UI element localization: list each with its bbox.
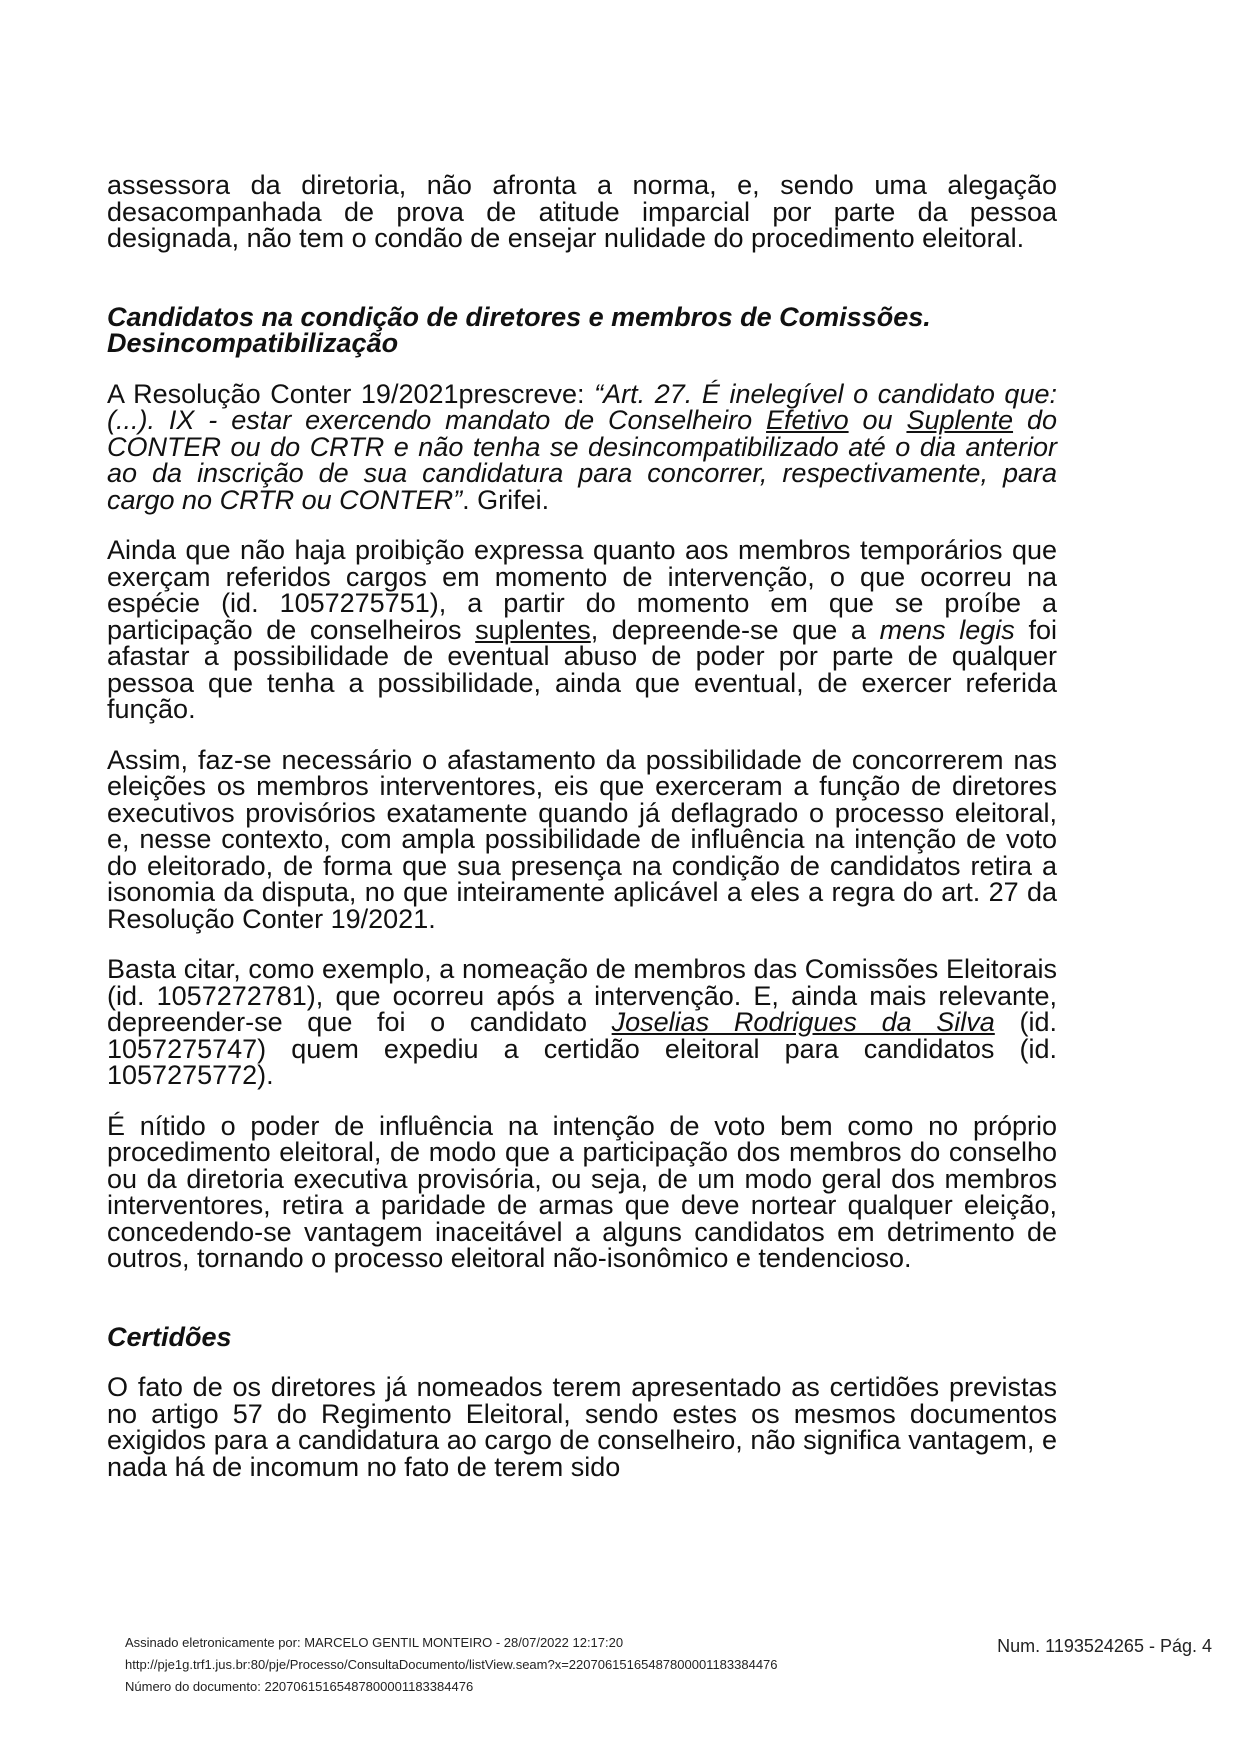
paragraph-exemplo [107, 956, 1057, 1089]
underlined-suplente: Suplente [906, 405, 1014, 435]
resolucao-tail: . Grifei. [462, 484, 550, 515]
p4-part-a: Basta citar, como exemplo, a nomeação de membros das Comissões Eleitorais (id. 1057272781), que ocorreu após a intervenção. E, ainda mais relevante, depreender-se que foi o candidato [107, 954, 1057, 1037]
page-reference: Num. 1193524265 - Pág. 4 [997, 1636, 1212, 1656]
paragraph-resolucao [107, 378, 1057, 515]
underlined-suplentes: suplentes [475, 614, 591, 645]
paragraph-membros-temporarios [107, 537, 1057, 723]
resolucao-lead: A Resolução Conter 19/2021prescreve: [107, 378, 595, 409]
document-number: Número do documento: 22070615165487800001183384476 [125, 1679, 474, 1694]
paragraph-influencia: É nítido o poder de influência na intenção de voto bem como no próprio procedimento eleitoral, de modo que a participação dos membros do conselho ou da diretoria executiva provisória, ou seja, de um modo geral dos membros interventores, retira a paridade de armas que deve nortear qualquer eleição, concedendo-se vantagem inaceitável a alguns candidatos em detrimento de outros, tornando o processo eleitoral não-isonômico e tendencioso. [107, 1110, 1057, 1273]
quote-part-a: “Art. 27. É inelegível o candidato que: (...). IX - estar exercendo mandato de Conselheiro [107, 378, 1057, 435]
intro-paragraph: assessora da diretoria, não afronta a norma, e, sendo uma alegação desacompanhada de prova de atitude imparcial por parte da pessoa designada, não tem o condão de ensejar nulidade do procedimento eleitoral. [107, 170, 1057, 253]
paragraph-certidoes: O fato de os diretores já nomeados terem apresentado as certidões previstas no artigo 57 do Regimento Eleitoral, sendo estes os mesmos documentos exigidos para a candidatura ao cargo de conselheiro, não significa vantagem, e nada há de incomum no fato de terem sido [107, 1372, 1057, 1482]
underlined-efetivo: Efetivo [766, 405, 849, 435]
paragraph-afastamento: Assim, faz-se necessário o afastamento da possibilidade de concorrerem nas eleições os membros interventores, eis que exerceram a função de diretores executivos provisórios exatamente quando já deflagrado o processo eleitoral, e, nesse contexto, com ampla possibilidade de influência na intenção de voto do eleitorado, de forma que sua presença na condição de candidatos retira a isonomia da disputa, no que inteiramente aplicável a eles a regra do art. 27 da Resolução Conter 19/2021. [107, 744, 1057, 934]
quote-part-b: ou [848, 405, 907, 435]
mens-legis: mens legis [879, 614, 1015, 645]
section-heading-certidoes: Certidões [107, 1321, 232, 1352]
document-body [107, 172, 1057, 1480]
p2-part-b: , depreende-se que a [590, 614, 880, 645]
candidate-name: Joselias Rodrigues da Silva [611, 1007, 995, 1037]
quote-part-c: do CONTER ou do CRTR e não tenha se desincompatibilizado até o dia anterior ao da inscrição de sua candidatura para concorrer, respectivamente, para cargo no CRTR ou CONTER” [107, 405, 1057, 515]
signature-footer [125, 1632, 778, 1698]
p2-part-c: foi afastar a possibilidade de eventual abuso de poder por parte de qualquer pessoa que tenha a possibilidade, ainda que eventual, de exercer referida função. [107, 614, 1057, 724]
section-heading-desincompatibilizacao: Candidatos na condição de diretores e membros de Comissões. Desincompatibilização [107, 301, 931, 358]
p4-part-b: (id. 1057275747) quem expediu a certidão eleitoral para candidatos (id. 1057275772). [107, 1007, 1057, 1090]
document-url[interactable]: http://pje1g.trf1.jus.br:80/pje/Processo/ConsultaDocumento/listView.seam?x=22070615165487800001183384476 [125, 1657, 778, 1672]
signed-by: Assinado eletronicamente por: MARCELO GENTIL MONTEIRO - 28/07/2022 12:17:20 [125, 1635, 624, 1650]
p2-part-a: Ainda que não haja proibição expressa quanto aos membros temporários que exerçam referidos cargos em momento de intervenção, o que ocorreu na espécie (id. 1057275751), a partir do momento em que se proíbe a participação de conselheiros [107, 535, 1057, 645]
